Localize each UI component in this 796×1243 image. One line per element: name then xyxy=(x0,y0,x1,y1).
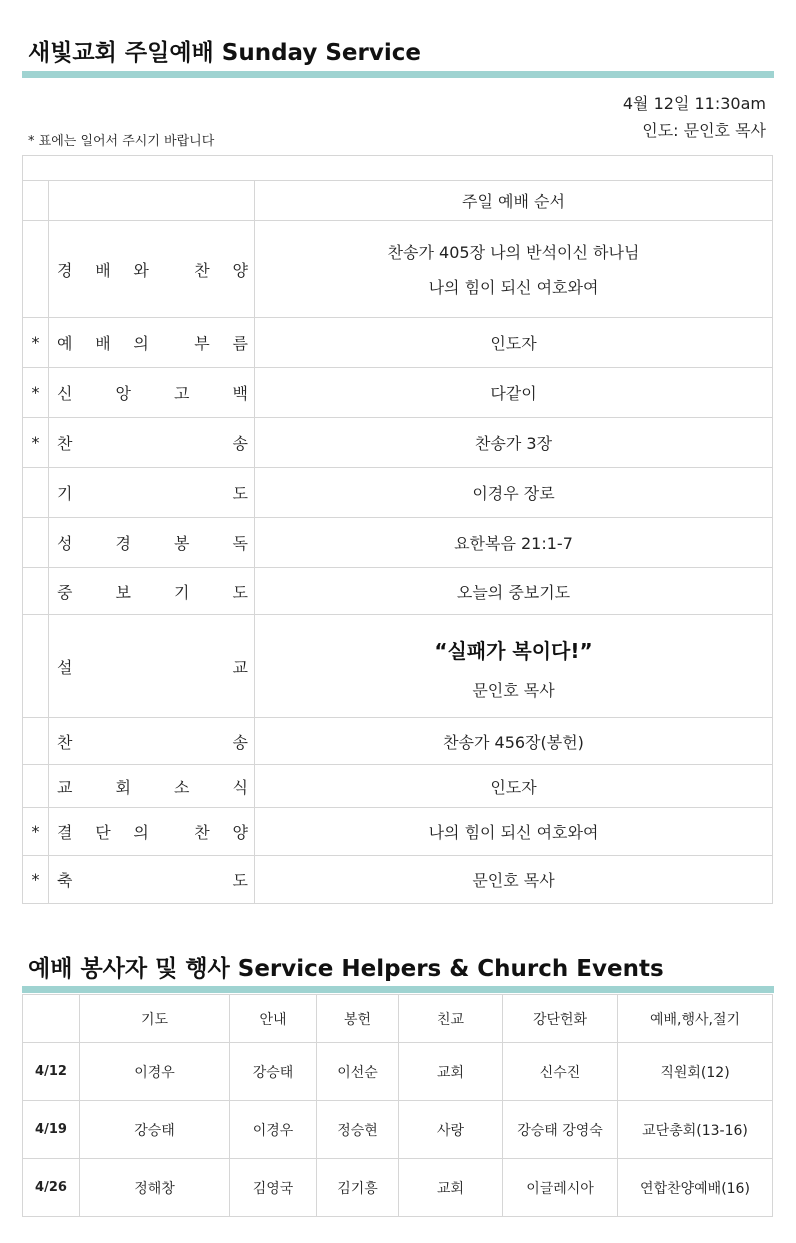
helpers-cell: 김기흥 xyxy=(317,1159,399,1217)
order-item-content xyxy=(255,568,773,615)
order-item-label-letters xyxy=(49,820,254,843)
order-item-label xyxy=(49,318,255,368)
content-line: 오늘의 중보기도 xyxy=(456,582,571,602)
order-row xyxy=(23,808,773,856)
helpers-header-cell: 예배,행사,절기 xyxy=(618,995,773,1043)
label-char: 보 xyxy=(115,582,131,602)
order-item-content xyxy=(255,808,773,856)
title-underline-bar xyxy=(22,71,774,78)
helpers-header-cell: 기도 xyxy=(80,995,230,1043)
label-char: 예 xyxy=(57,334,73,353)
helpers-cell: 이경우 xyxy=(230,1101,317,1159)
order-item-label-letters xyxy=(49,331,254,354)
label-char: 중 xyxy=(57,582,73,602)
helpers-cell: 이선순 xyxy=(317,1043,399,1101)
label-char: 고 xyxy=(174,384,190,403)
helpers-underline-bar xyxy=(22,986,774,993)
order-row xyxy=(23,221,773,318)
order-item-label-letters xyxy=(49,258,254,281)
order-item-label xyxy=(49,568,255,615)
service-date: 4월 12일 11:30am xyxy=(622,94,766,113)
order-item-label-letters xyxy=(49,580,254,603)
sermon-title: “실패가 복이다!” xyxy=(434,639,593,663)
helpers-date: 4/19 xyxy=(23,1101,80,1159)
order-item-label xyxy=(49,765,255,808)
stand-marker: * xyxy=(23,368,49,418)
service-info xyxy=(623,90,766,144)
helpers-row xyxy=(23,1101,773,1159)
label-char: 부 xyxy=(194,334,210,353)
label-char: 도 xyxy=(232,582,248,602)
helpers-date: 4/12 xyxy=(23,1043,80,1101)
stand-marker xyxy=(23,468,49,518)
order-item-content xyxy=(255,718,773,765)
helpers-header-cell: 봉헌 xyxy=(317,995,399,1043)
content-line: 요한복음 21:1-7 xyxy=(454,534,573,553)
order-item-content xyxy=(255,318,773,368)
helpers-header-cell xyxy=(23,995,80,1043)
content-line: 찬송가 456장(봉헌) xyxy=(443,732,584,752)
helpers-cell: 교단총회(13-16) xyxy=(618,1101,773,1159)
label-char: 기 xyxy=(57,484,73,503)
order-header: 주일 예배 순서 xyxy=(255,181,773,221)
helpers-cell: 강승태 xyxy=(80,1101,230,1159)
order-row xyxy=(23,615,773,718)
order-item-label xyxy=(49,418,255,468)
stand-marker xyxy=(23,765,49,808)
spacer-cell xyxy=(23,156,773,181)
label-char: 회 xyxy=(115,777,131,797)
helpers-cell: 정해창 xyxy=(80,1159,230,1217)
helpers-date: 4/26 xyxy=(23,1159,80,1217)
label-cell xyxy=(49,181,255,221)
order-item-label xyxy=(49,518,255,568)
content-line: 찬송가 405장 나의 반석이신 하나님 xyxy=(387,243,640,262)
helpers-cell: 강승태 xyxy=(230,1043,317,1101)
label-char: 교 xyxy=(232,657,248,677)
helpers-cell: 이글레시아 xyxy=(503,1159,618,1217)
stand-marker: * xyxy=(23,318,49,368)
label-char: 양 xyxy=(232,260,248,280)
label-char: 송 xyxy=(232,434,248,453)
helpers-cell: 신수진 xyxy=(503,1043,618,1101)
label-char: 축 xyxy=(57,871,73,890)
order-item-label xyxy=(49,221,255,318)
stand-marker: * xyxy=(23,418,49,468)
content-line: 인도자 xyxy=(490,777,537,797)
helpers-row xyxy=(23,1159,773,1217)
label-char: 찬 xyxy=(194,260,210,280)
stand-marker xyxy=(23,221,49,318)
label-char: 신 xyxy=(57,384,73,403)
label-char: 름 xyxy=(232,334,248,353)
service-leader: 인도: 문인호 목사 xyxy=(642,121,766,140)
helpers-header-cell: 강단헌화 xyxy=(503,995,618,1043)
helpers-cell: 교회 xyxy=(399,1043,503,1101)
label-char: 설 xyxy=(57,657,73,677)
label-char: 봉 xyxy=(174,534,190,553)
order-header-row xyxy=(23,181,773,221)
stand-marker xyxy=(23,615,49,718)
order-item-label-letters xyxy=(49,655,254,678)
order-item-label-letters xyxy=(49,381,254,404)
label-char: 찬 xyxy=(57,434,73,453)
order-row xyxy=(23,718,773,765)
order-row xyxy=(23,468,773,518)
order-item-content xyxy=(255,615,773,718)
order-row xyxy=(23,518,773,568)
helpers-cell: 교회 xyxy=(399,1159,503,1217)
stand-marker: * xyxy=(23,808,49,856)
stand-marker xyxy=(23,568,49,615)
content-line: 다같이 xyxy=(490,384,537,403)
content-line: 나의 힘이 되신 여호와여 xyxy=(428,823,599,842)
helpers-cell: 직원회(12) xyxy=(618,1043,773,1101)
page-title: 새빛교회 주일예배 Sunday Service xyxy=(28,40,421,66)
order-item-content xyxy=(255,368,773,418)
order-item-label xyxy=(49,808,255,856)
label-char: 찬 xyxy=(57,732,73,752)
order-item-label-letters xyxy=(49,775,254,798)
order-item-label-letters xyxy=(49,481,254,504)
order-row xyxy=(23,568,773,615)
content-line: 나의 힘이 되신 여호와여 xyxy=(428,278,599,297)
order-item-label xyxy=(49,718,255,765)
content-line: 인도자 xyxy=(490,334,537,353)
order-row xyxy=(23,765,773,808)
label-char: 양 xyxy=(232,823,248,842)
label-char: 와 xyxy=(133,260,149,280)
helpers-cell: 연합찬양예배(16) xyxy=(618,1159,773,1217)
order-item-content xyxy=(255,468,773,518)
label-char: 교 xyxy=(57,777,73,797)
order-item-label-letters xyxy=(49,531,254,554)
label-char: 경 xyxy=(115,534,131,553)
label-char: 경 xyxy=(57,260,73,280)
order-item-label xyxy=(49,468,255,518)
label-char: 도 xyxy=(232,871,248,890)
stand-marker xyxy=(23,518,49,568)
content-line: 찬송가 3장 xyxy=(474,434,553,453)
content-line: 문인호 목사 xyxy=(472,871,555,890)
label-char: 의 xyxy=(133,823,149,842)
order-item-label-letters xyxy=(49,431,254,454)
standing-note: * 표에는 일어서 주시기 바랍니다 xyxy=(28,134,215,149)
order-item-label-letters xyxy=(49,868,254,891)
helpers-row xyxy=(23,1043,773,1101)
helpers-cell: 사랑 xyxy=(399,1101,503,1159)
order-item-content xyxy=(255,221,773,318)
label-char: 앙 xyxy=(115,384,131,403)
star-cell xyxy=(23,181,49,221)
helpers-table xyxy=(22,994,773,1217)
label-char: 결 xyxy=(57,823,73,842)
label-char: 배 xyxy=(95,334,111,353)
content-line: 이경우 장로 xyxy=(472,484,555,503)
label-char: 송 xyxy=(232,732,248,752)
order-item-label xyxy=(49,368,255,418)
label-char: 단 xyxy=(95,823,111,842)
order-item-content xyxy=(255,418,773,468)
label-char: 성 xyxy=(57,534,73,553)
helpers-header-cell: 안내 xyxy=(230,995,317,1043)
helpers-title: 예배 봉사자 및 행사 Service Helpers & Church Events xyxy=(28,956,664,982)
label-char: 백 xyxy=(232,384,248,403)
helpers-cell: 이경우 xyxy=(80,1043,230,1101)
order-item-label-letters xyxy=(49,730,254,753)
order-of-worship-table xyxy=(22,155,773,904)
order-row xyxy=(23,856,773,904)
content-line: 문인호 목사 xyxy=(472,681,555,700)
order-row xyxy=(23,318,773,368)
label-char: 식 xyxy=(232,777,248,797)
helpers-cell: 정승현 xyxy=(317,1101,399,1159)
label-char: 도 xyxy=(232,484,248,503)
helpers-cell: 김영국 xyxy=(230,1159,317,1217)
label-char: 기 xyxy=(174,582,190,602)
stand-marker xyxy=(23,718,49,765)
order-item-label xyxy=(49,615,255,718)
stand-marker: * xyxy=(23,856,49,904)
label-char: 배 xyxy=(95,260,111,280)
order-item-content xyxy=(255,765,773,808)
order-item-content xyxy=(255,856,773,904)
order-item-label xyxy=(49,856,255,904)
label-char: 의 xyxy=(133,334,149,353)
order-item-content xyxy=(255,518,773,568)
helpers-header-row xyxy=(23,995,773,1043)
label-char: 찬 xyxy=(194,823,210,842)
helpers-cell: 강승태 강영숙 xyxy=(503,1101,618,1159)
label-char: 독 xyxy=(232,534,248,553)
helpers-header-cell: 친교 xyxy=(399,995,503,1043)
order-spacer-row xyxy=(23,156,773,181)
order-row xyxy=(23,368,773,418)
order-row xyxy=(23,418,773,468)
label-char: 소 xyxy=(174,777,190,797)
